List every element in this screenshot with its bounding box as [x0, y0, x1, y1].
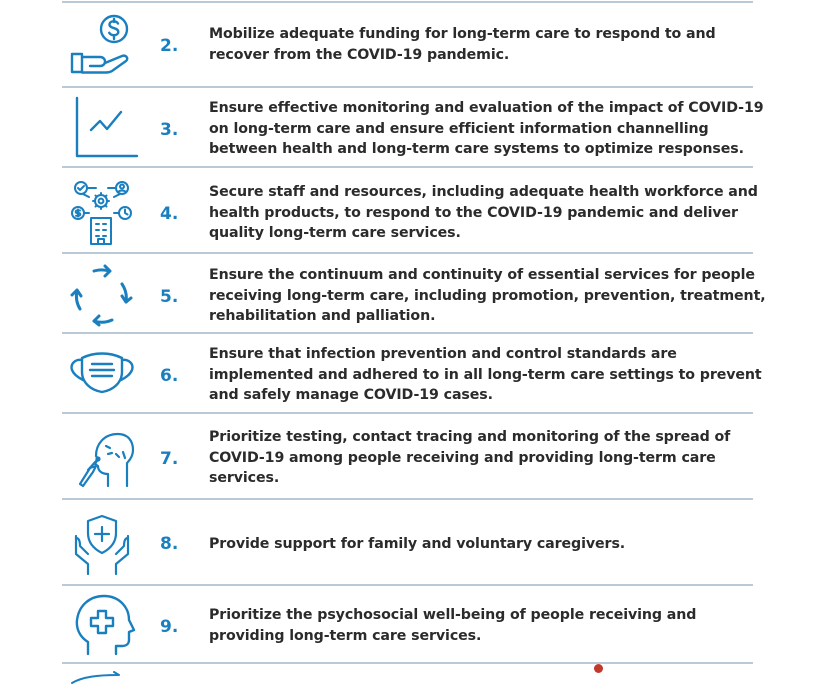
list-item: [62, 500, 753, 584]
item-number: 5.: [160, 287, 179, 307]
list-item: [62, 334, 762, 412]
item-number: 2.: [160, 36, 179, 56]
item-number: 4.: [160, 204, 179, 224]
item-text: [209, 534, 757, 555]
item-number: 8.: [160, 534, 179, 554]
item-text: [209, 427, 757, 489]
item-text-line: Provide support for family and voluntary caregivers.: [209, 536, 626, 552]
hands-shield-cross-icon: [68, 510, 136, 578]
list-item: [62, 254, 766, 332]
item-text-line: Secure staff and resources, including adequate health workforce and: [209, 184, 758, 200]
separator-line: [62, 662, 753, 664]
item-text-line: Ensure that infection prevention and control standards are: [209, 346, 677, 362]
list-item: [62, 586, 753, 662]
item-text: [209, 182, 757, 244]
item-text-line: rehabilitation and palliation.: [209, 308, 436, 324]
hand-dollar-icon: [68, 14, 136, 82]
item-text-line: and safely manage COVID-19 cases.: [209, 387, 493, 403]
head-medical-cross-icon: [68, 590, 136, 658]
item-text: [209, 98, 764, 160]
item-text-line: Prioritize the psychosocial well-being of people receiving and: [209, 607, 697, 623]
item-text-line: Ensure effective monitoring and evaluation of the impact of COVID-19: [209, 100, 764, 116]
item-text-line: COVID-19 among people receiving and providing long-term care: [209, 449, 716, 466]
list-item: [62, 414, 753, 498]
item-text-line: health products, to respond to the COVID-19 pandemic and deliver: [209, 204, 738, 221]
item-text-line: on long-term care and ensure efficient information channelling: [209, 120, 709, 137]
face-mask-icon: [68, 340, 136, 408]
item-text-line: providing long-term care services.: [209, 627, 482, 644]
line-chart-icon: [68, 94, 136, 162]
item-text-line: quality long-term care services.: [209, 225, 461, 241]
item-text-line: Mobilize adequate funding for long-term care to respond to and: [209, 26, 716, 42]
cycle-arrows-icon: [68, 262, 136, 330]
item-number: 7.: [160, 449, 179, 469]
item-text: [209, 24, 757, 65]
separator-line: [62, 1, 753, 3]
item-number: 3.: [160, 120, 179, 140]
item-text-line: Ensure the continuum and continuity of essential services for people: [209, 267, 755, 283]
list-item: [62, 168, 758, 252]
item-text-line: recover from the COVID-19 pandemic.: [209, 46, 510, 63]
item-text: [209, 265, 766, 327]
item-number: 6.: [160, 366, 179, 386]
item-text: [209, 344, 762, 406]
list-item: [62, 88, 764, 166]
item-text-line: Prioritize testing, contact tracing and monitoring of the spread of: [209, 429, 731, 445]
item-number: 9.: [160, 617, 179, 637]
list-item: [62, 4, 753, 86]
item-text-line: services.: [209, 470, 280, 486]
item-text-line: implemented and adhered to in all long-term care settings to prevent: [209, 366, 762, 383]
partial-next-icon: [70, 670, 130, 684]
resources-network-icon: [68, 180, 136, 248]
red-dot: [594, 664, 603, 673]
item-text-line: receiving long-term care, including promotion, prevention, treatment,: [209, 287, 766, 304]
item-text-line: between health and long-term care systems to optimize responses.: [209, 141, 744, 157]
nasal-swab-test-icon: [68, 424, 136, 492]
item-text: [209, 605, 757, 646]
